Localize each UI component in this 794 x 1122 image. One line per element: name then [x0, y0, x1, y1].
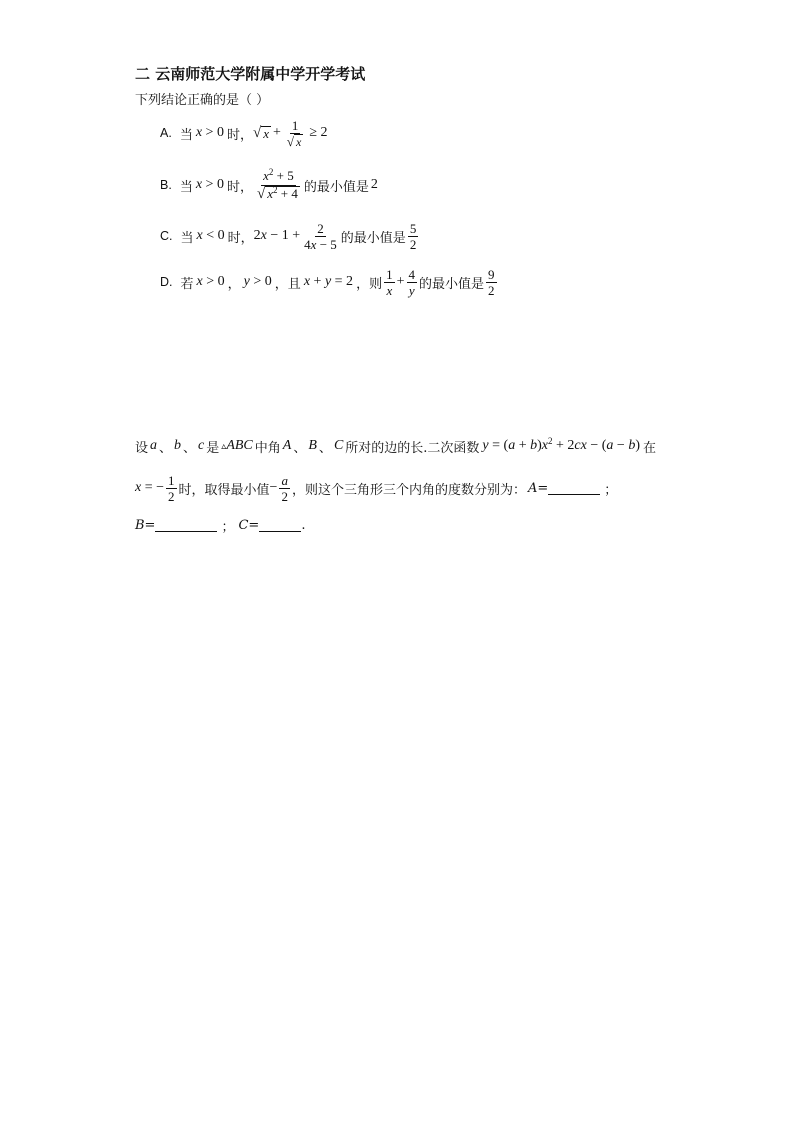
answer-c-label: C=: [238, 517, 260, 533]
option-a: A. 当 x > 0 时， √ x + 1 √ x ≥ 2: [160, 117, 328, 149]
section-title: 二 云南师范大学附属中学开学考试: [135, 65, 366, 83]
option-b: B. 当 x > 0 时， $x^2 + 5$ √ $x^2 + 4$ 的最小值是 2: [160, 167, 378, 202]
answer-b-blank[interactable]: [155, 519, 217, 532]
fraction-c: $\frac{2}{4x - 5}$: [304, 220, 337, 252]
fraction-four-over-y: $\frac{4}{y}$: [408, 266, 415, 298]
option-b-label: B.: [160, 178, 172, 192]
sqrt-x: √ x: [252, 124, 269, 141]
question-2-line-1: 设 a 、 b 、 c 是 ▵ABC 中角 A 、 B 、 C 所对的边的长.二次函数 $y = (a + b)x^2 + 2cx - (a - b)$ 在: [135, 436, 656, 456]
option-c-label: C.: [160, 229, 173, 243]
fraction-one-over-x: $\frac{1}{x}$: [386, 266, 393, 298]
fraction-nine-halves: $\frac{9}{2}$: [488, 266, 495, 298]
fraction-one-over-sqrt-x: 1 √ x: [286, 117, 302, 149]
option-c: C. 当 x < 0 时， 2x − 1 + $\frac{2}{4x - 5}$ 的最小值是 $\frac{5}{2}$: [160, 220, 417, 252]
answer-a-label: A=: [527, 480, 549, 496]
answer-a-blank[interactable]: [548, 482, 600, 495]
question-2-line-3: B= ； C= .: [135, 517, 306, 535]
fraction-five-halves: $\frac{5}{2}$: [409, 220, 417, 252]
fraction-b: $x^2 + 5$ √ $x^2 + 4$: [256, 167, 298, 202]
option-d-label: D.: [160, 275, 173, 289]
answer-c-blank[interactable]: [259, 519, 301, 532]
answer-b-label: B=: [135, 517, 156, 533]
option-a-label: A.: [160, 126, 172, 140]
fraction-one-half: $\frac{1}{2}$: [168, 472, 175, 504]
fraction-a-over-2: $\frac{a}{2}$: [281, 472, 288, 504]
question-1-stem: 下列结论正确的是（ ）: [135, 93, 270, 108]
option-d: D. 若 x > 0 ， y > 0 ， 且 x + y = 2 ， 则 $\frac{1}{x}$ + $\frac{4}{y}$ 的最小值是 $\frac{9}{2}$: [160, 266, 495, 298]
question-2-line-2: x = − $\frac{1}{2}$ 时，取得最小值 − $\frac{a}{2}$ ，则这个三角形三个内角的度数分别为： A= ；: [135, 472, 618, 504]
